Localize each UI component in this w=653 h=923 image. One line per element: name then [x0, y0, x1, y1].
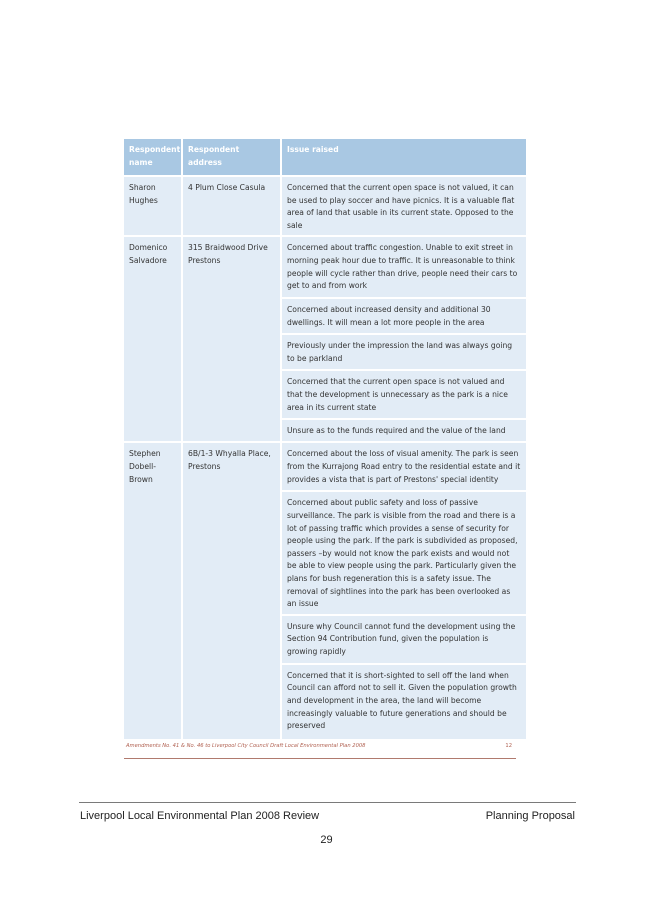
- table-row: [124, 237, 526, 297]
- submissions-table-image: [124, 137, 526, 741]
- embedded-footer: [124, 741, 516, 759]
- page-number: 29: [320, 834, 333, 846]
- embedded-footer-page: 12: [505, 743, 512, 749]
- respondent-address: 6B/1-3 Whyalla Place, Prestons: [183, 443, 280, 738]
- embedded-footer-text: Amendments No. 41 & No. 46 to Liverpool City Council Draft Local Environmental Plan 2008: [126, 743, 366, 749]
- submissions-table: [122, 137, 528, 741]
- footer-document-type: Planning Proposal: [485, 810, 575, 822]
- table-row: [124, 177, 526, 235]
- respondent-address: 315 Braidwood Drive Prestons: [183, 237, 280, 441]
- header-respondent-name: Respondent name: [124, 139, 181, 175]
- issue-cell: Concerned about increased density and additional 30 dwellings. It will mean a lot more people in the area: [282, 299, 526, 333]
- issue-cell: Concerned that the current open space is not valued and that the development is unnecessary as the park is a nice area in its current state: [282, 371, 526, 418]
- footer-document-title: Liverpool Local Environmental Plan 2008 Review: [80, 810, 320, 822]
- issue-cell: Concerned about public safety and loss of passive surveillance. The park is visible from the road and there is a lot of passing traffic which provides a sense of security for people using the park. If the park is subdivided as proposed, passers –by would not know the park exists and would not be able to view people using the park. Particularly given the plans for bush regeneration this is a safety issue. The removal of sightlines into the park has been overlooked as an issue: [282, 492, 526, 613]
- issue-cell: Unsure as to the funds required and the value of the land: [282, 420, 526, 441]
- footer-divider: [79, 802, 576, 803]
- table-row: [124, 443, 526, 490]
- issue-cell: Concerned about traffic congestion. Unable to exit street in morning peak hour due to traffic. It is unreasonable to think people will cycle rather than drive, people need their cars to get to and from work: [282, 237, 526, 297]
- table-header-row: [124, 139, 526, 175]
- issue-cell: Unsure why Council cannot fund the development using the Section 94 Contribution fund, given the population is growing rapidly: [282, 616, 526, 663]
- respondent-name: Domenico Salvadore: [124, 237, 181, 441]
- header-respondent-address: Respondent address: [183, 139, 280, 175]
- header-issue-raised: Issue raised: [282, 139, 526, 175]
- issue-cell: Concerned that the current open space is not valued, it can be used to play soccer and have picnics. It is a valuable flat area of land that usable in its current state. Opposed to the sale: [282, 177, 526, 235]
- issue-cell: Previously under the impression the land was always going to be parkland: [282, 335, 526, 369]
- respondent-address: 4 Plum Close Casula: [183, 177, 280, 235]
- respondent-name: Stephen Dobell-Brown: [124, 443, 181, 738]
- respondent-name: Sharon Hughes: [124, 177, 181, 235]
- issue-cell: Concerned about the loss of visual amenity. The park is seen from the Kurrajong Road entry to the residential estate and it provides a vista that is part of Prestons' special identity: [282, 443, 526, 490]
- issue-cell: Concerned that it is short-sighted to sell off the land when Council can afford not to sell it. Given the population growth and development in the area, the land will become increasingly valuable to future generations and should be preserved: [282, 665, 526, 739]
